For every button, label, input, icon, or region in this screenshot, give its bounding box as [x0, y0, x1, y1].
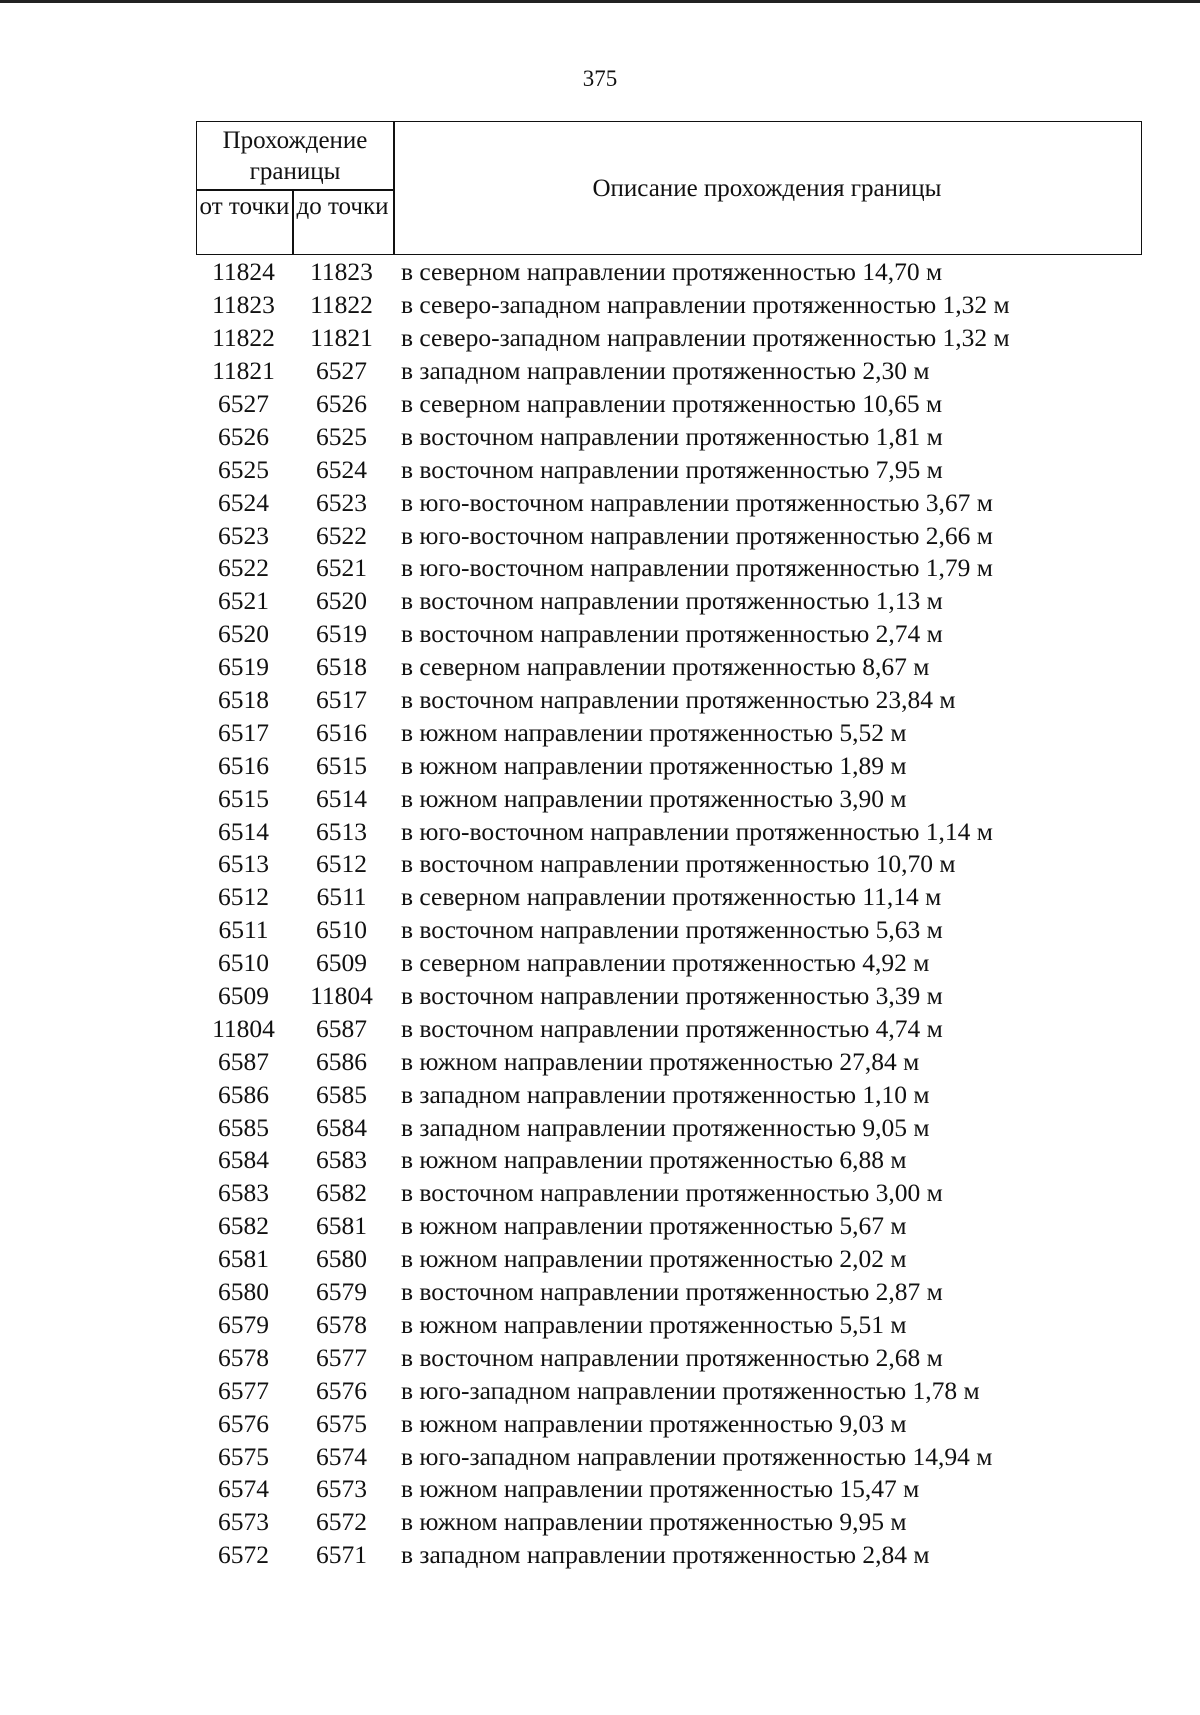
- to-point-cell: 6519: [316, 619, 367, 649]
- to-point-cell: 6580: [316, 1244, 367, 1274]
- table-row: [196, 1341, 1142, 1374]
- table-row: [196, 1045, 1142, 1078]
- from-point-cell: 6512: [218, 882, 269, 912]
- description-cell: в восточном направлении протяженностью 7,95 м: [401, 454, 943, 484]
- from-point-cell: 6580: [218, 1277, 269, 1307]
- from-point-cell: 6527: [218, 389, 269, 418]
- to-point-cell: 6584: [316, 1112, 367, 1142]
- description-cell: в юго-западном направлении протяженностью 1,78 м: [401, 1375, 980, 1405]
- table-row: [196, 1144, 1142, 1177]
- table-header: [196, 121, 1142, 255]
- header-description-divider: [393, 122, 395, 254]
- to-point-cell: 11821: [310, 323, 373, 353]
- description-cell: в юго-восточном направлении протяженностью 2,66 м: [401, 520, 993, 550]
- table-row: [196, 914, 1142, 947]
- to-point-cell: 6522: [316, 520, 367, 550]
- table-row: [196, 1243, 1142, 1276]
- table-row: [196, 1177, 1142, 1210]
- from-point-cell: 6519: [218, 652, 269, 682]
- to-point-cell: 6521: [316, 553, 367, 583]
- description-cell: в юго-восточном направлении протяженностью 1,79 м: [401, 553, 993, 583]
- description-cell: в западном направлении протяженностью 2,30 м: [401, 356, 930, 386]
- from-point-cell: 6587: [218, 1046, 269, 1076]
- table-row: [196, 1309, 1142, 1342]
- to-point-cell: 6520: [316, 586, 367, 616]
- from-point-cell: 6572: [218, 1540, 269, 1570]
- from-point-cell: 6518: [218, 685, 269, 715]
- description-cell: в северо-западном направлении протяженностью 1,32 м: [401, 323, 1010, 353]
- table-row: [196, 355, 1142, 388]
- to-point-cell: 6576: [316, 1375, 367, 1405]
- to-point-cell: 6511: [316, 882, 367, 912]
- from-point-cell: 6513: [218, 849, 269, 879]
- table-row: [196, 519, 1142, 552]
- description-cell: в юго-восточном направлении протяженностью 3,67 м: [401, 487, 993, 517]
- to-point-cell: 6517: [316, 685, 367, 715]
- description-cell: в восточном направлении протяженностью 4,74 м: [401, 1013, 943, 1043]
- table-row: [196, 322, 1142, 355]
- from-point-cell: 6586: [218, 1079, 269, 1109]
- table-row: [196, 749, 1142, 782]
- to-point-cell: 6585: [316, 1079, 367, 1109]
- table-row: [196, 1210, 1142, 1243]
- to-point-cell: 6512: [316, 849, 367, 879]
- to-point-cell: 6579: [316, 1277, 367, 1307]
- description-cell: в западном направлении протяженностью 2,84 м: [401, 1540, 930, 1570]
- header-to-point: до точки: [296, 193, 389, 220]
- table-row: [196, 1276, 1142, 1309]
- from-point-cell: 6515: [218, 783, 269, 813]
- table-row: [196, 815, 1142, 848]
- to-point-cell: 6574: [316, 1441, 367, 1471]
- table-row: [196, 651, 1142, 684]
- header-description: Описание прохождения границы: [592, 175, 942, 202]
- table-row: [196, 1078, 1142, 1111]
- from-point-cell: 6578: [218, 1342, 269, 1372]
- from-point-cell: 6579: [218, 1309, 269, 1339]
- to-point-cell: 6573: [316, 1474, 367, 1504]
- table-row: [196, 1506, 1142, 1539]
- header-boundary-passage: Прохождение границы: [222, 127, 368, 185]
- from-point-cell: 6573: [218, 1507, 269, 1537]
- description-cell: в южном направлении протяженностью 27,84 м: [401, 1046, 920, 1076]
- from-point-cell: 6574: [218, 1474, 269, 1504]
- from-point-cell: 6583: [218, 1178, 269, 1208]
- description-cell: в северном направлении протяженностью 8,67 м: [401, 652, 930, 682]
- description-cell: в западном направлении протяженностью 9,05 м: [401, 1112, 930, 1142]
- from-point-cell: 6514: [218, 816, 269, 846]
- description-cell: в южном направлении протяженностью 9,95 м: [401, 1507, 907, 1537]
- table-row: [196, 256, 1142, 289]
- from-point-cell: 6582: [218, 1211, 269, 1241]
- table-body: [196, 256, 1142, 1572]
- to-point-cell: 6577: [316, 1342, 367, 1372]
- to-point-cell: 11823: [310, 257, 373, 287]
- table-row: [196, 1111, 1142, 1144]
- table-row: [196, 1012, 1142, 1045]
- table-row: [196, 585, 1142, 618]
- table-row: [196, 486, 1142, 519]
- page-number: 375: [582, 66, 618, 91]
- description-cell: в южном направлении протяженностью 1,89 м: [401, 750, 907, 780]
- from-point-cell: 11822: [212, 323, 275, 353]
- from-point-cell: 11824: [212, 257, 275, 287]
- to-point-cell: 6527: [316, 356, 367, 386]
- to-point-cell: 6515: [316, 750, 367, 780]
- table-row: [196, 420, 1142, 453]
- to-point-cell: 6578: [316, 1309, 367, 1339]
- from-point-cell: 11804: [212, 1013, 275, 1043]
- table-row: [196, 947, 1142, 980]
- table-row: [196, 453, 1142, 486]
- to-point-cell: 6526: [316, 389, 367, 418]
- description-cell: в восточном направлении протяженностью 2,87 м: [401, 1277, 943, 1307]
- description-cell: в северном направлении протяженностью 10,65 м: [401, 389, 943, 418]
- header-column-divider: [292, 189, 294, 254]
- header-from-point: от точки: [199, 193, 290, 220]
- description-cell: в северном направлении протяженностью 11,14 м: [401, 882, 942, 912]
- description-cell: в восточном направлении протяженностью 23,84 м: [401, 685, 956, 715]
- to-point-cell: 6583: [316, 1145, 367, 1175]
- to-point-cell: 6523: [316, 487, 367, 517]
- table-row: [196, 848, 1142, 881]
- table-row: [196, 782, 1142, 815]
- table-row: [196, 1407, 1142, 1440]
- description-cell: в южном направлении протяженностью 15,47 м: [401, 1474, 920, 1504]
- table-row: [196, 716, 1142, 749]
- description-cell: в восточном направлении протяженностью 3,00 м: [401, 1178, 943, 1208]
- from-point-cell: 6520: [218, 619, 269, 649]
- to-point-cell: 6516: [316, 717, 367, 747]
- to-point-cell: 11804: [310, 981, 373, 1011]
- from-point-cell: 6581: [218, 1244, 269, 1274]
- description-cell: в восточном направлении протяженностью 3,39 м: [401, 981, 943, 1011]
- from-point-cell: 6524: [218, 487, 269, 517]
- to-point-cell: 6575: [316, 1408, 367, 1438]
- from-point-cell: 6522: [218, 553, 269, 583]
- table-row: [196, 1473, 1142, 1506]
- to-point-cell: 6518: [316, 652, 367, 682]
- to-point-cell: 6509: [316, 948, 367, 978]
- description-cell: в юго-западном направлении протяженностью 14,94 м: [401, 1441, 993, 1471]
- description-cell: в восточном направлении протяженностью 2,74 м: [401, 619, 943, 649]
- description-cell: в южном направлении протяженностью 3,90 м: [401, 783, 907, 813]
- description-cell: в северо-западном направлении протяженностью 1,32 м: [401, 290, 1010, 320]
- description-cell: в восточном направлении протяженностью 1,81 м: [401, 421, 943, 451]
- table-row: [196, 552, 1142, 585]
- description-cell: в восточном направлении протяженностью 5,63 м: [401, 915, 943, 945]
- to-point-cell: 6524: [316, 454, 367, 484]
- table-row: [196, 618, 1142, 651]
- description-cell: в юго-восточном направлении протяженностью 1,14 м: [401, 816, 993, 846]
- description-cell: в северном направлении протяженностью 4,92 м: [401, 948, 930, 978]
- description-cell: в северном направлении протяженностью 14,70 м: [401, 257, 943, 287]
- to-point-cell: 6581: [316, 1211, 367, 1241]
- header-divider: [197, 189, 393, 191]
- to-point-cell: 6510: [316, 915, 367, 945]
- from-point-cell: 6509: [218, 981, 269, 1011]
- from-point-cell: 6517: [218, 717, 269, 747]
- description-cell: в южном направлении протяженностью 5,51 м: [401, 1309, 907, 1339]
- description-cell: в южном направлении протяженностью 5,67 м: [401, 1211, 907, 1241]
- from-point-cell: 6584: [218, 1145, 269, 1175]
- to-point-cell: 6571: [316, 1540, 367, 1570]
- table-row: [196, 881, 1142, 914]
- from-point-cell: 11821: [212, 356, 275, 386]
- to-point-cell: 11822: [310, 290, 373, 320]
- from-point-cell: 6525: [218, 454, 269, 484]
- from-point-cell: 6577: [218, 1375, 269, 1405]
- table-row: [196, 1440, 1142, 1473]
- to-point-cell: 6582: [316, 1178, 367, 1208]
- to-point-cell: 6572: [316, 1507, 367, 1537]
- table-row: [196, 1374, 1142, 1407]
- table-row: [196, 684, 1142, 717]
- description-cell: в южном направлении протяженностью 5,52 м: [401, 717, 907, 747]
- to-point-cell: 6514: [316, 783, 367, 813]
- table-row: [196, 980, 1142, 1013]
- from-point-cell: 6511: [218, 915, 269, 945]
- boundary-table: [196, 121, 1142, 1572]
- to-point-cell: 6587: [316, 1013, 367, 1043]
- from-point-cell: 6521: [218, 586, 269, 616]
- from-point-cell: 6576: [218, 1408, 269, 1438]
- from-point-cell: 6516: [218, 750, 269, 780]
- description-cell: в восточном направлении протяженностью 10,70 м: [401, 849, 956, 879]
- description-cell: в западном направлении протяженностью 1,10 м: [401, 1079, 930, 1109]
- from-point-cell: 6523: [218, 520, 269, 550]
- to-point-cell: 6513: [316, 816, 367, 846]
- description-cell: в восточном направлении протяженностью 2,68 м: [401, 1342, 943, 1372]
- description-cell: в восточном направлении протяженностью 1,13 м: [401, 586, 943, 616]
- from-point-cell: 6510: [218, 948, 269, 978]
- description-cell: в южном направлении протяженностью 6,88 м: [401, 1145, 907, 1175]
- to-point-cell: 6586: [316, 1046, 367, 1076]
- scan-top-edge: [0, 0, 1200, 3]
- from-point-cell: 6575: [218, 1441, 269, 1471]
- from-point-cell: 6526: [218, 421, 269, 451]
- to-point-cell: 6525: [316, 421, 367, 451]
- table-row: [196, 1539, 1142, 1572]
- from-point-cell: 11823: [212, 290, 275, 320]
- table-row: [196, 289, 1142, 322]
- description-cell: в южном направлении протяженностью 2,02 м: [401, 1244, 907, 1274]
- table-row: [196, 388, 1142, 421]
- description-cell: в южном направлении протяженностью 9,03 м: [401, 1408, 907, 1438]
- from-point-cell: 6585: [218, 1112, 269, 1142]
